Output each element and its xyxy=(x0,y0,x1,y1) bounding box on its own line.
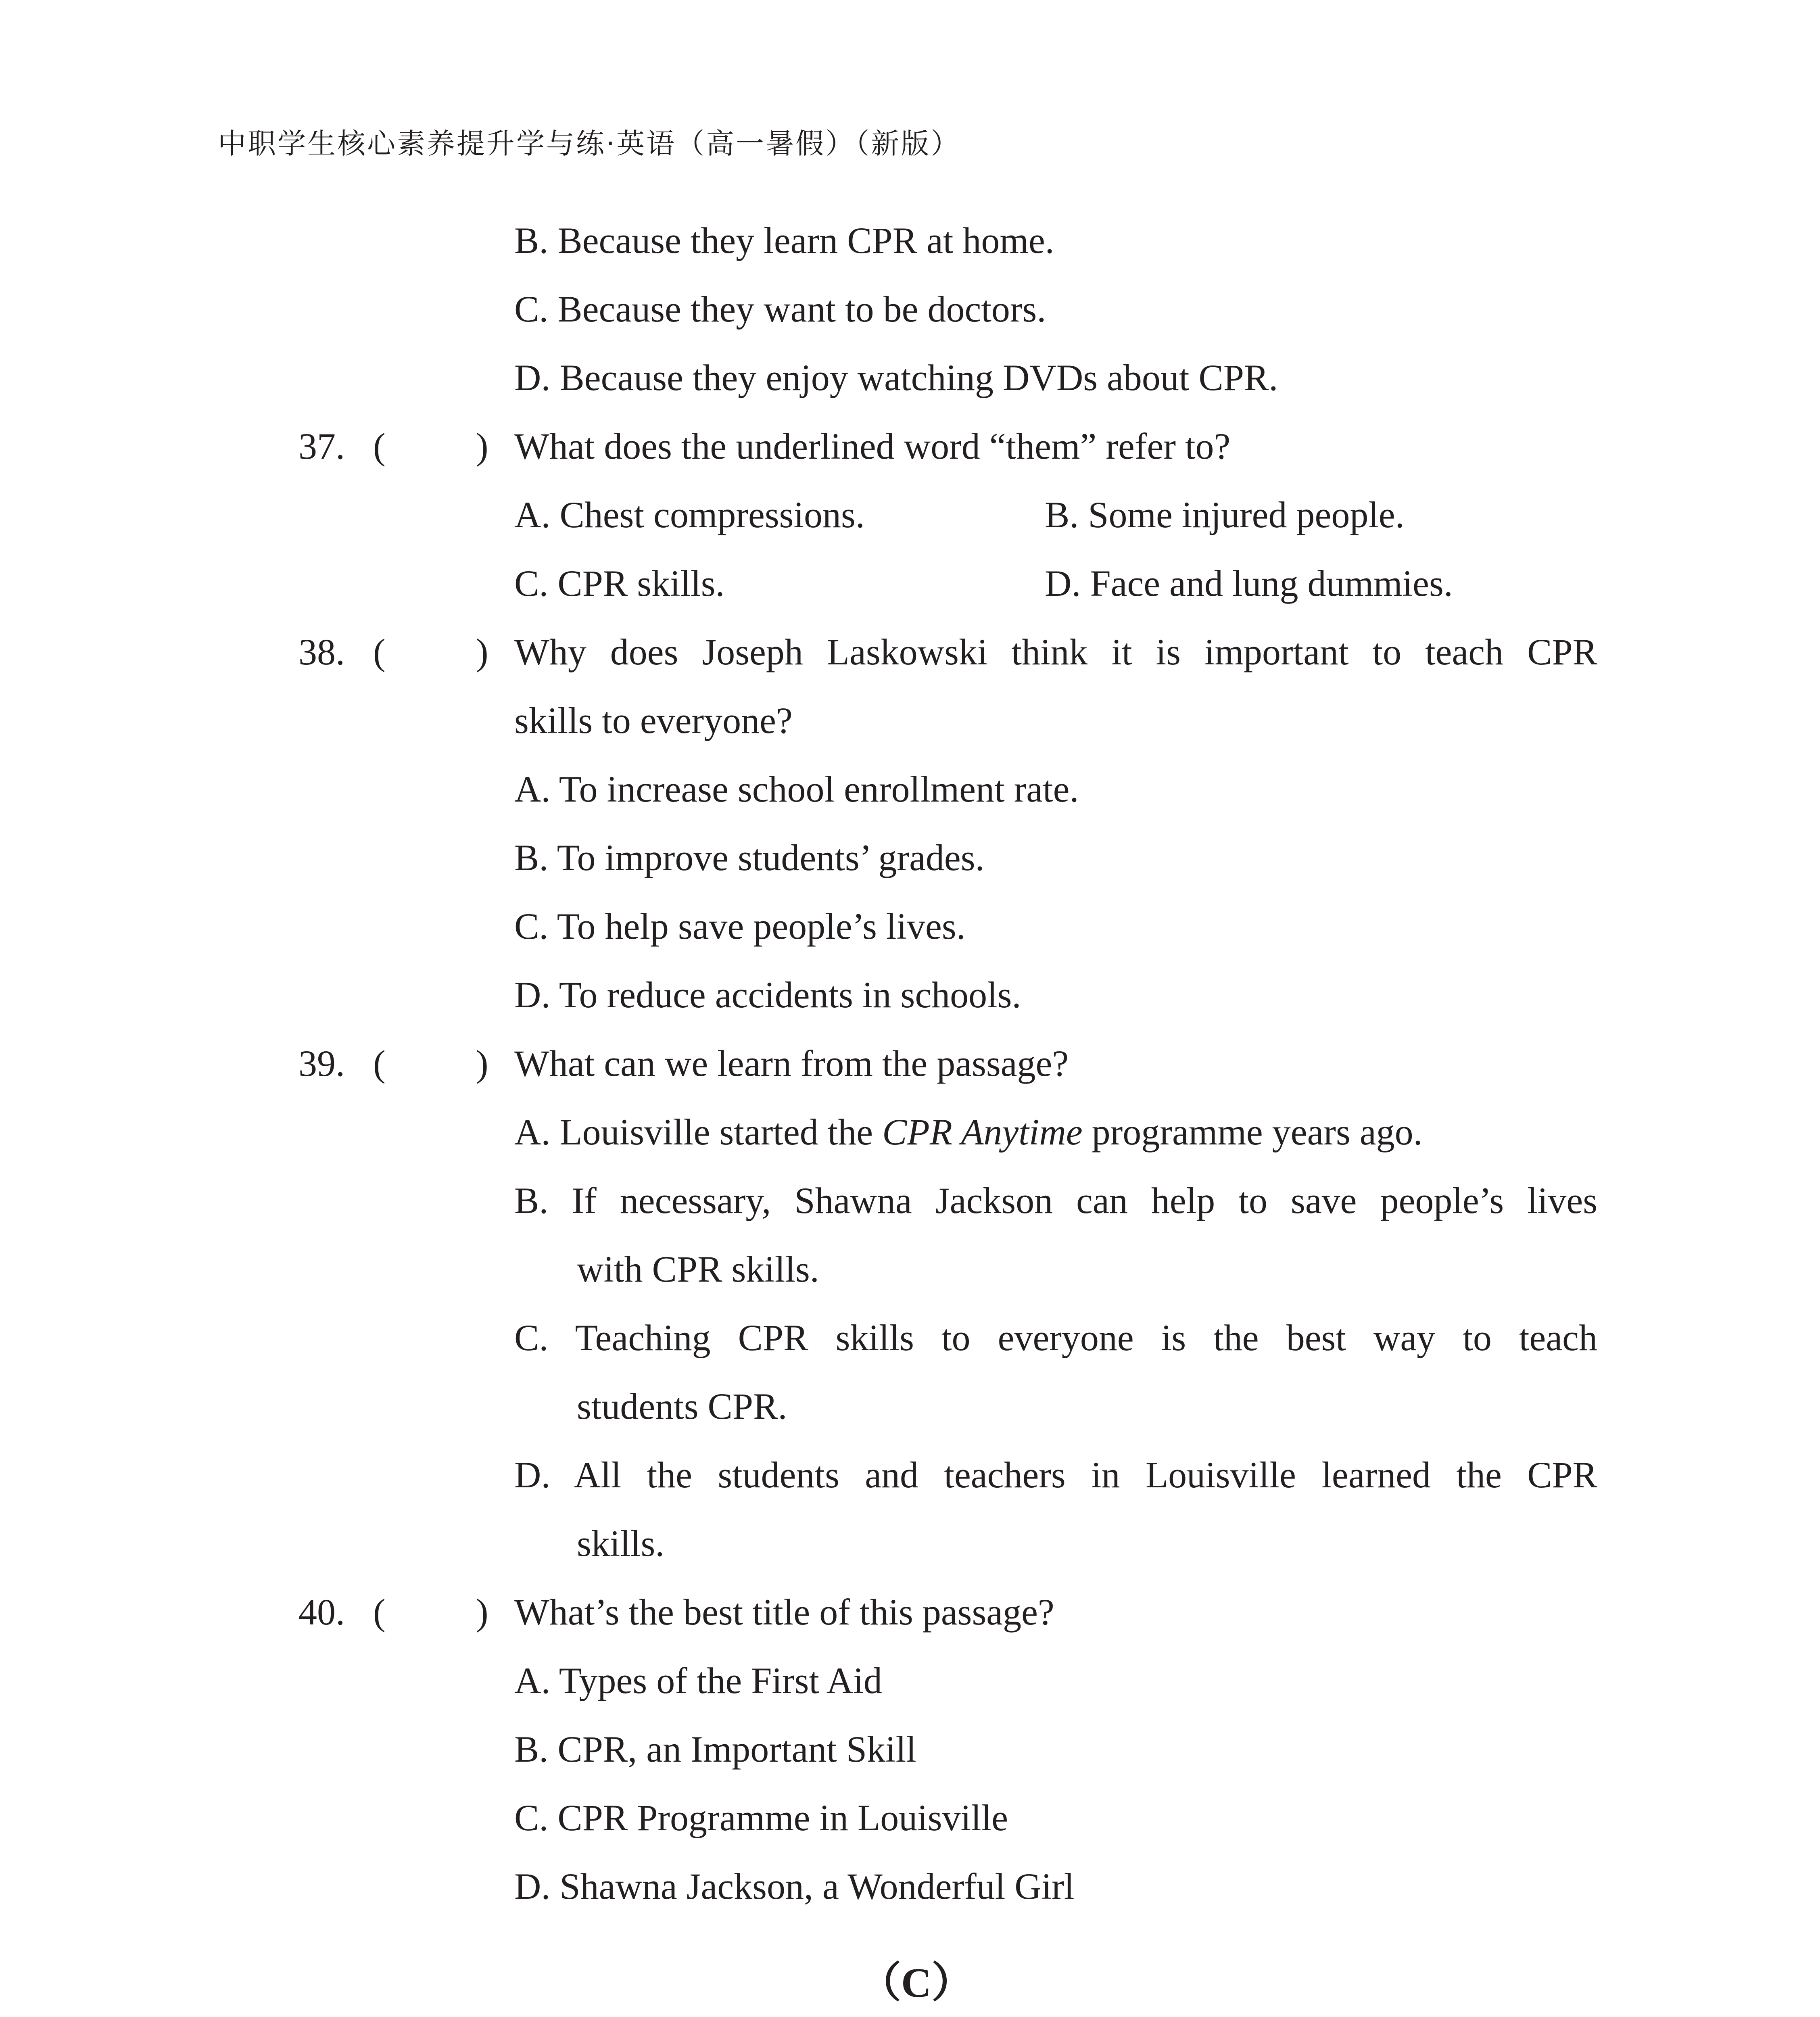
q38-question-line-1: Why does Joseph Laskowski think it is important to teach CPR xyxy=(514,631,1597,672)
q40-option-c: C. CPR Programme in Louisville xyxy=(514,1797,1008,1838)
q39-option-a xyxy=(514,1111,1423,1153)
q38-option-b: B. To improve students’ grades. xyxy=(514,837,985,878)
q38-option-c: C. To help save people’s lives. xyxy=(514,906,966,947)
q37-option-b: B. Some injured people. xyxy=(1045,494,1405,535)
q36-option-b: B. Because they learn CPR at home. xyxy=(514,220,1054,261)
running-header: 中职学生核心素养提升学与练·英语（高一暑假）（新版） xyxy=(218,127,961,160)
q40-option-a: A. Types of the First Aid xyxy=(514,1660,882,1701)
q39-option-a-prefix: A. Louisville started the xyxy=(514,1111,883,1153)
q39-answer-paren-open: ( xyxy=(373,1043,386,1084)
section-c-title: （C） xyxy=(859,1960,974,2006)
q40-option-d: D. Shawna Jackson, a Wonderful Girl xyxy=(514,1866,1075,1907)
q37-answer-paren-open: ( xyxy=(373,426,386,467)
q40-answer-paren-close: ) xyxy=(476,1591,488,1633)
q38-answer-paren-close: ) xyxy=(476,631,488,672)
q36-option-d: D. Because they enjoy watching DVDs about CPR. xyxy=(514,357,1278,398)
q38-question-line-2: skills to everyone? xyxy=(514,700,793,741)
q36-option-c: C. Because they want to be doctors. xyxy=(514,288,1046,330)
q37-option-c: C. CPR skills. xyxy=(514,563,725,604)
q39-option-d-line-1: D. All the students and teachers in Louisville learned the CPR xyxy=(514,1454,1597,1495)
q39-option-a-suffix: programme years ago. xyxy=(1082,1111,1423,1153)
q40-option-b: B. CPR, an Important Skill xyxy=(514,1729,916,1770)
q39-question: What can we learn from the passage? xyxy=(514,1043,1069,1084)
q37-option-d: D. Face and lung dummies. xyxy=(1045,563,1453,604)
q39-answer-paren-close: ) xyxy=(476,1043,488,1084)
q40-question: What’s the best title of this passage? xyxy=(514,1591,1054,1633)
q38-option-a: A. To increase school enrollment rate. xyxy=(514,768,1079,810)
q38-option-d: D. To reduce accidents in schools. xyxy=(514,974,1021,1015)
q40-number: 40. xyxy=(298,1591,345,1633)
q37-number: 37. xyxy=(298,426,345,467)
q39-option-b-line-1: B. If necessary, Shawna Jackson can help to save people’s lives xyxy=(514,1180,1597,1221)
q38-answer-paren-open: ( xyxy=(373,631,386,672)
q39-option-b-line-2: with CPR skills. xyxy=(577,1249,819,1290)
q37-answer-paren-close: ) xyxy=(476,426,488,467)
q40-answer-paren-open: ( xyxy=(373,1591,386,1633)
q39-option-c-line-1: C. Teaching CPR skills to everyone is the best way to teach xyxy=(514,1317,1597,1358)
q39-option-d-line-2: skills. xyxy=(577,1523,665,1564)
q39-option-c-line-2: students CPR. xyxy=(577,1386,787,1427)
q39-option-a-italic: CPR Anytime xyxy=(882,1111,1083,1153)
q37-option-a: A. Chest compressions. xyxy=(514,494,865,535)
q39-number: 39. xyxy=(298,1043,345,1084)
q38-number: 38. xyxy=(298,631,345,672)
q37-question: What does the underlined word “them” refer to? xyxy=(514,426,1231,467)
